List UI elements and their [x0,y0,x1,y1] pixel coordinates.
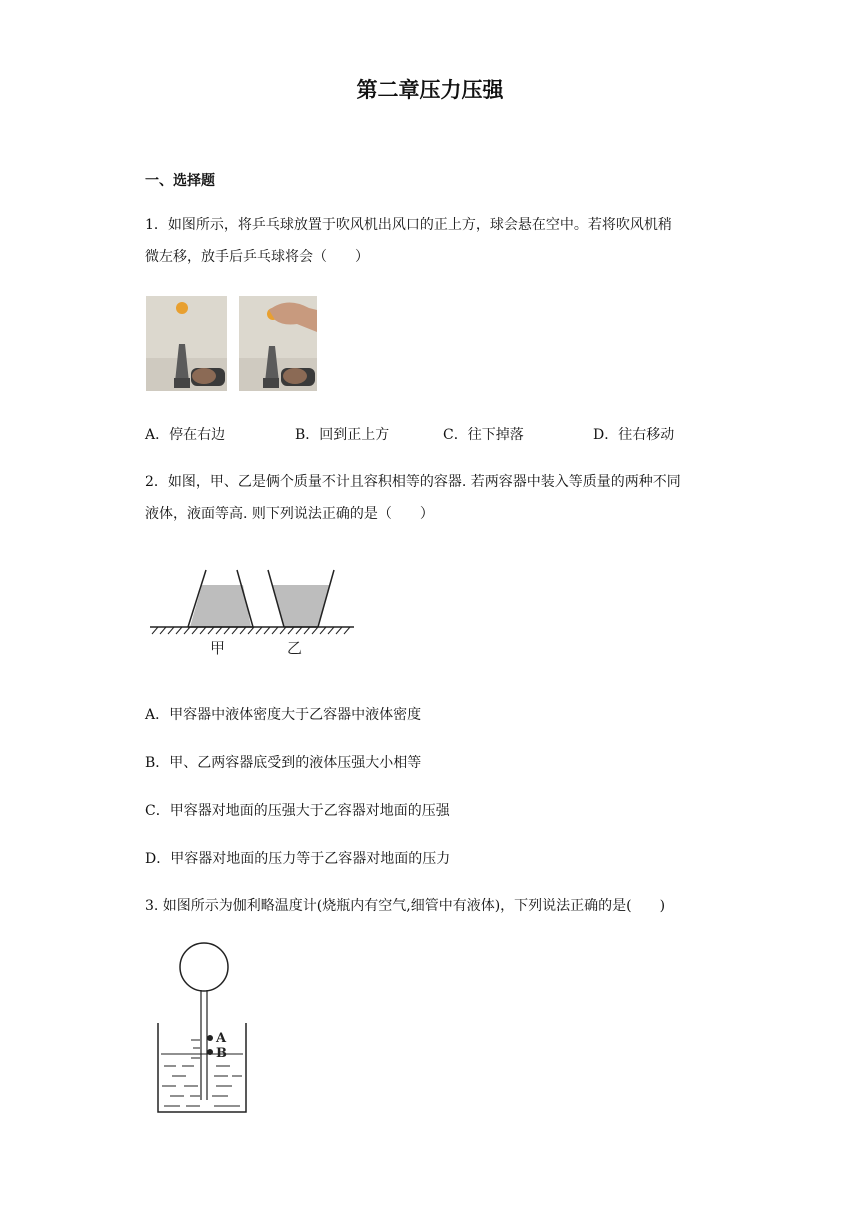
q1-photo-right [239,296,317,391]
q2-stem-line1: 2．如图，甲、乙是俩个质量不计且容积相等的容器. 若两容器中装入等质量的两种不同 [145,474,681,490]
q2-label-yi: 乙 [287,639,303,657]
q2-option-d[interactable]: D．甲容器对地面的压力等于乙容器对地面的压力 [145,851,451,867]
q2-stem-line2: 液体，液面等高. 则下列说法正确的是（ ） [145,506,434,522]
q2-option-a[interactable]: A．甲容器中液体密度大于乙容器中液体密度 [145,707,422,723]
q3-stem-line1: 3. 如图所示为伽利略温度计(烧瓶内有空气,细管中有液体)，下列说法正确的是( ) [145,898,666,914]
q3-thermometer-figure [150,940,260,1120]
q1-option-b[interactable]: B．回到正上方 [295,427,390,443]
q1-stem-line1: 1．如图所示，将乒乓球放置于吹风机出风口的正上方，球会悬在空中。若将吹风机稍 [145,217,672,233]
q3-point-a [207,1035,213,1041]
q2-option-b[interactable]: B．甲、乙两容器底受到的液体压强大小相等 [145,755,422,771]
q2-option-c[interactable]: C．甲容器对地面的压强大于乙容器对地面的压强 [145,803,450,819]
q3-label-b: B [216,1046,227,1061]
q3-thermometer-svg [150,940,260,1120]
page-title: 第二章压力压强 [356,78,504,102]
q2-containers-figure [148,565,358,660]
q1-photo-left [146,296,227,391]
q2-label-jia: 甲 [210,639,226,657]
q3-flask [180,943,228,991]
section-heading: 一、选择题 [145,173,215,189]
q2-liquid-yi [272,585,330,627]
q3-point-b [207,1049,213,1055]
q1-stem-line2: 微左移，放手后乒乓球将会（ ） [145,249,369,265]
q1-option-d[interactable]: D．往右移动 [593,427,675,443]
q3-label-a: A [216,1031,227,1046]
q3-beaker [158,1023,246,1112]
q2-containers-svg [148,565,358,660]
q1-option-c[interactable]: C．往下掉落 [443,427,524,443]
q1-option-a[interactable]: A．停在右边 [145,427,226,443]
